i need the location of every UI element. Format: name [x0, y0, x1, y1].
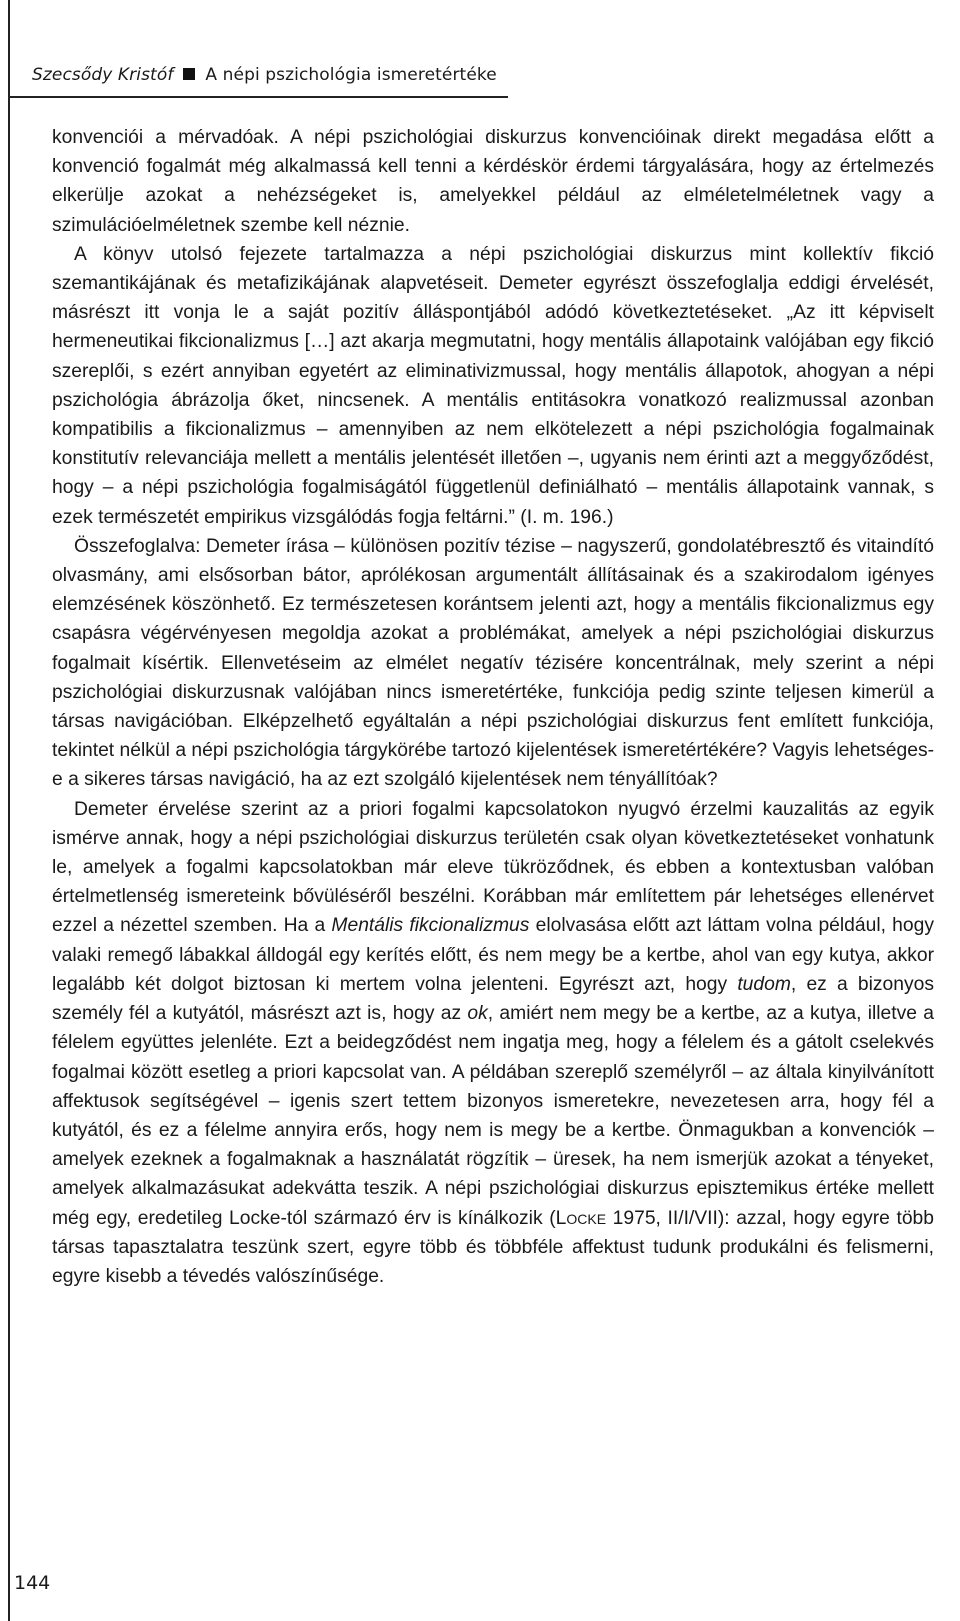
- emphasis-text: ok: [467, 1003, 488, 1025]
- left-margin-rule: [8, 0, 10, 1621]
- paragraph-2: [52, 240, 934, 532]
- emphasis-text: Mentális fikcionalizmus: [331, 915, 530, 937]
- running-head-author: Szecsődy Kristóf: [32, 65, 174, 85]
- running-head: [8, 0, 508, 98]
- paragraph-3: [52, 532, 934, 795]
- page-number: 144: [14, 1572, 51, 1594]
- emphasis-text: Locke: [555, 1207, 607, 1229]
- paragraph-text: 1975, II/I/VII): azzal, hogy egyre több társas tapasztalatra teszünk szert, egyre több és többféle affektust tudunk produkálni és felismerni, egyre kisebb a tévedés valószínűsége.: [52, 1207, 934, 1287]
- running-head-title: A népi pszichológia ismeretértéke: [205, 65, 497, 85]
- paragraph-text: elolvasása előtt azt láttam volna például, hogy valaki remegő lábakkal álldogál egy kerítés előtt, és nem megy be a kertbe, ahol van egy kutya, akkor legalább két dolgot biztosan ki mertem volna jelenteni. Egyrészt azt, hogy: [52, 915, 934, 995]
- paragraph-text: konvenciói a mérvadóak. A népi pszichológiai diskurzus konvencióinak direkt megadása előtt a konvenció fogalmát még alkalmassá kell tenni a kérdéskör érdemi tárgyalására, hogy az értelmezés elkerülje azokat a nehézségeket is, amelyekkel például az elméletelméletnek vagy a szimulációelméletnek szembe kell néznie.: [52, 127, 934, 236]
- article-body: [52, 123, 934, 1291]
- running-head-text: [32, 65, 497, 85]
- paragraph-text: Demeter érvelése szerint az a priori fogalmi kapcsolatokon nyugvó érzelmi kauzalitás az egyik ismérve annak, hogy a népi pszichológiai diskurzus területén csak olyan következtetéseket vonhatunk le, amelyek a fogalmi kapcsolatokban már eleve tükröződnek, és ebben a kontextusban valóban értelmetlenség ismereteink bővüléséről beszélni. Korábban már említettem pár lehetséges ellenérvet ezzel a nézettel szemben. Ha a: [52, 798, 934, 937]
- emphasis-text: tudom: [737, 973, 791, 995]
- paragraph-text: A könyv utolsó fejezete tartalmazza a népi pszichológiai diskurzus mint kollektív fikció szemantikájának és metafizikájának alapvetéseit. Demeter egyrészt összefoglalja eddigi érvelését, másrészt itt vonja le a saját pozitív álláspontjából adódó következtetéseket. „Az itt képviselt hermeneutikai fikcionalizmus […] azt akarja megmutatni, hogy mentális állapotaink valójában egy fikció szereplői, s ezért annyiban egyetért az eliminativizmussal, hogy mentális állapotok, ahogyan a népi pszichológia ábrázolja őket, nincsenek. A mentális entitásokra vonatkozó realizmussal azonban kompatibilis a fikcionalizmus – amennyiben az nem elkötelezett a népi pszichológia fogalmainak konstitutív relevanciája mellett a mentális jelentését illetően –, ugyanis nem érinti azt a meggyőződést, hogy – a népi pszichológia fogalmiságától függetlenül definiálható – mentális állapotaink vannak, s ezek természetét empirikus vizsgálódás fogja feltárni.” (I. m. 196.): [52, 243, 934, 528]
- paragraph-text: , ez a bizonyos személy fél a kutyától, másrészt azt is, hogy az: [52, 973, 934, 1025]
- square-bullet-icon: [183, 68, 195, 80]
- paragraph-text: Összefoglalva: Demeter írása – különösen pozitív tézise – nagyszerű, gondolatébresztő és vitaindító olvasmány, ami elsősorban bátor, aprólékosan argumentált állításainak és a szakirodalom igényes elemzésének köszönhető. Ez természetesen korántsem jelenti azt, hogy a mentális fikcionalizmus egy csapásra végérvényesen megoldja azokat a problémákat, amelyek a népi pszichológiai diskurzus fogalmait kísértik. Ellenvetéseim az elmélet negatív tézisére koncentrálnak, mely szerint a népi pszichológiai diskurzusnak valójában nincs ismeretértéke, funkciója pedig szinte teljesen kimerül a társas navigációban. Elképzelhető egyáltalán a népi pszichológiai diskurzus fent említett funkciója, tekintet nélkül a népi pszichológia tárgykörébe tartozó kijelentések ismeretértékére? Vagyis lehetséges-e a sikeres társas navigáció, ha az ezt szolgáló kijelentések nem tényállítóak?: [52, 535, 934, 791]
- paragraph-text: , amiért nem megy be a kertbe, az a kutya, illetve a félelem együttes jelenléte. Ezt a beidegződést nem ingatja meg, hogy a félelem és a gátolt cselekvés fogalmai között esetleg a priori kapcsolat van. A példában szereplő személyről – az általa kinyilvánított affektusok segítségével – igenis szert tettem bizonyos ismeretekre, nevezetesen arra, hogy fél a kutyától, és ez a félelme annyira erős, hogy nem is megy be a kertbe. Önmagukban a konvenciók – amelyek ezeknek a fogalmaknak a használatát rögzítik – üresek, ha nem ismerjük azokat a tényeket, amelyek alkalmazásukat adekvátta teszik. A népi pszichológiai diskurzus episztemikus értéke mellett még egy, eredetileg Locke-tól származó érv is kínálkozik (: [52, 1003, 934, 1229]
- paragraph-1: [52, 123, 934, 240]
- paragraph-4: [52, 795, 934, 1291]
